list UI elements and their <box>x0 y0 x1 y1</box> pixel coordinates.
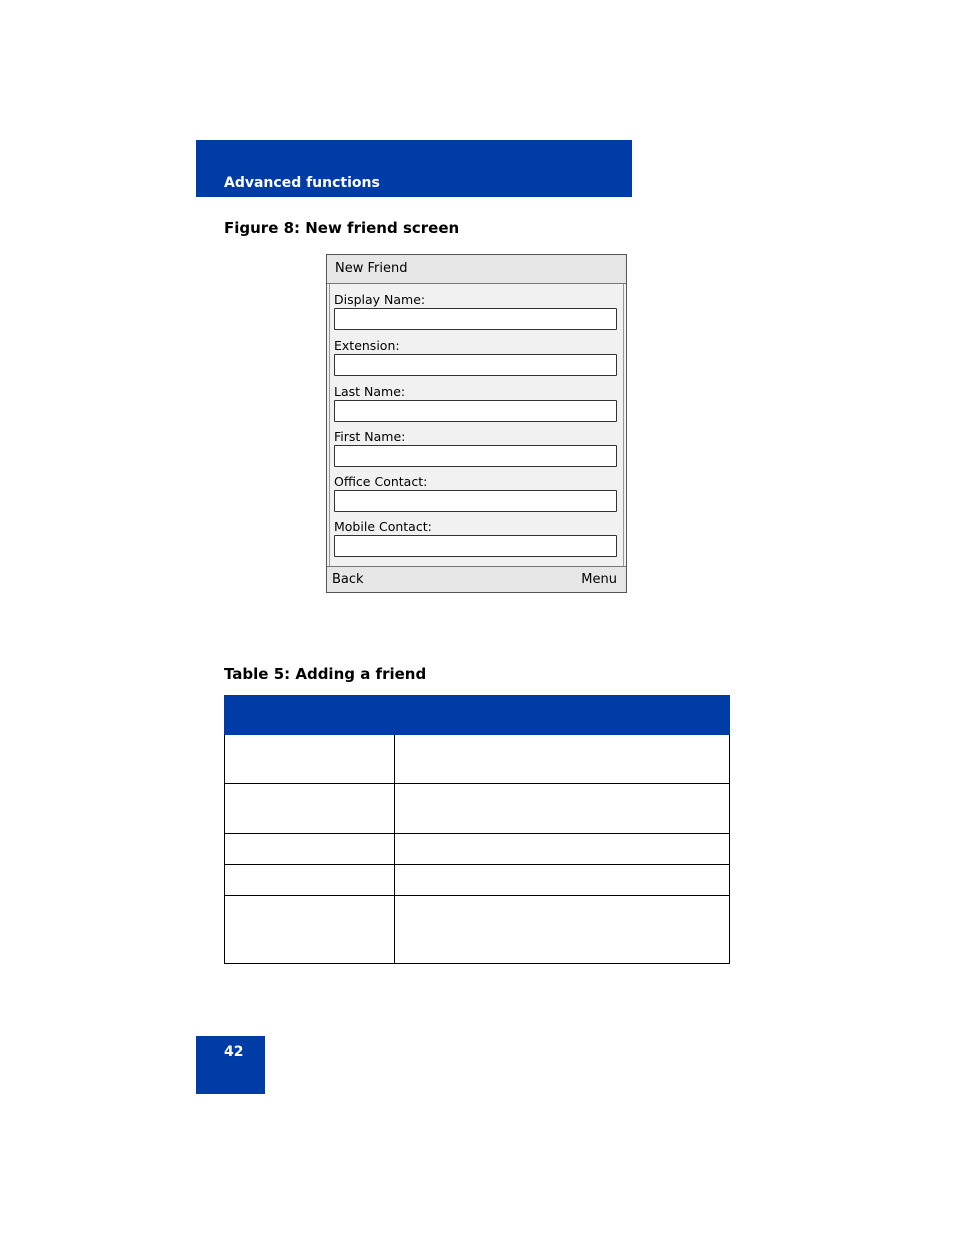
screen-title: New Friend <box>327 255 626 284</box>
menu-softkey[interactable]: Menu <box>581 572 617 587</box>
extension-label: Extension: <box>334 338 400 353</box>
softkey-bar <box>327 566 626 592</box>
adding-friend-table <box>224 695 730 964</box>
figure-caption: Figure 8: New friend screen <box>224 219 460 237</box>
last-name-field <box>334 376 617 422</box>
office-contact-input[interactable] <box>334 490 617 512</box>
table-cell <box>395 896 730 964</box>
first-name-label: First Name: <box>334 429 406 444</box>
table-row <box>225 834 730 865</box>
table-row <box>225 865 730 896</box>
display-name-input[interactable] <box>334 308 617 330</box>
table-row <box>225 735 730 784</box>
office-contact-field <box>334 466 617 512</box>
table-cell <box>225 735 395 784</box>
back-softkey[interactable]: Back <box>332 572 364 587</box>
extension-input[interactable] <box>334 354 617 376</box>
first-name-field <box>334 421 617 467</box>
table-header-cell <box>225 696 395 735</box>
mobile-contact-input[interactable] <box>334 535 617 557</box>
table-caption: Table 5: Adding a friend <box>224 665 427 683</box>
page-number-box <box>196 1036 265 1094</box>
mobile-contact-label: Mobile Contact: <box>334 519 432 534</box>
last-name-input[interactable] <box>334 400 617 422</box>
last-name-label: Last Name: <box>334 384 406 399</box>
table-header-cell <box>395 696 730 735</box>
first-name-input[interactable] <box>334 445 617 467</box>
section-header-bar <box>196 140 632 197</box>
page-number: 42 <box>224 1044 244 1060</box>
table-cell <box>395 735 730 784</box>
table-row <box>225 896 730 964</box>
table-header-row <box>225 696 730 735</box>
table-cell <box>225 865 395 896</box>
display-name-label: Display Name: <box>334 292 426 307</box>
new-friend-screen <box>326 254 627 593</box>
table-row <box>225 784 730 834</box>
table-cell <box>225 896 395 964</box>
display-name-field <box>334 284 617 330</box>
section-title: Advanced functions <box>224 175 380 191</box>
table-cell <box>225 834 395 865</box>
extension-field <box>334 330 617 376</box>
mobile-contact-field <box>334 511 617 557</box>
office-contact-label: Office Contact: <box>334 474 428 489</box>
table-cell <box>225 784 395 834</box>
table-cell <box>395 784 730 834</box>
table-cell <box>395 834 730 865</box>
table-cell <box>395 865 730 896</box>
form-body <box>329 284 624 566</box>
